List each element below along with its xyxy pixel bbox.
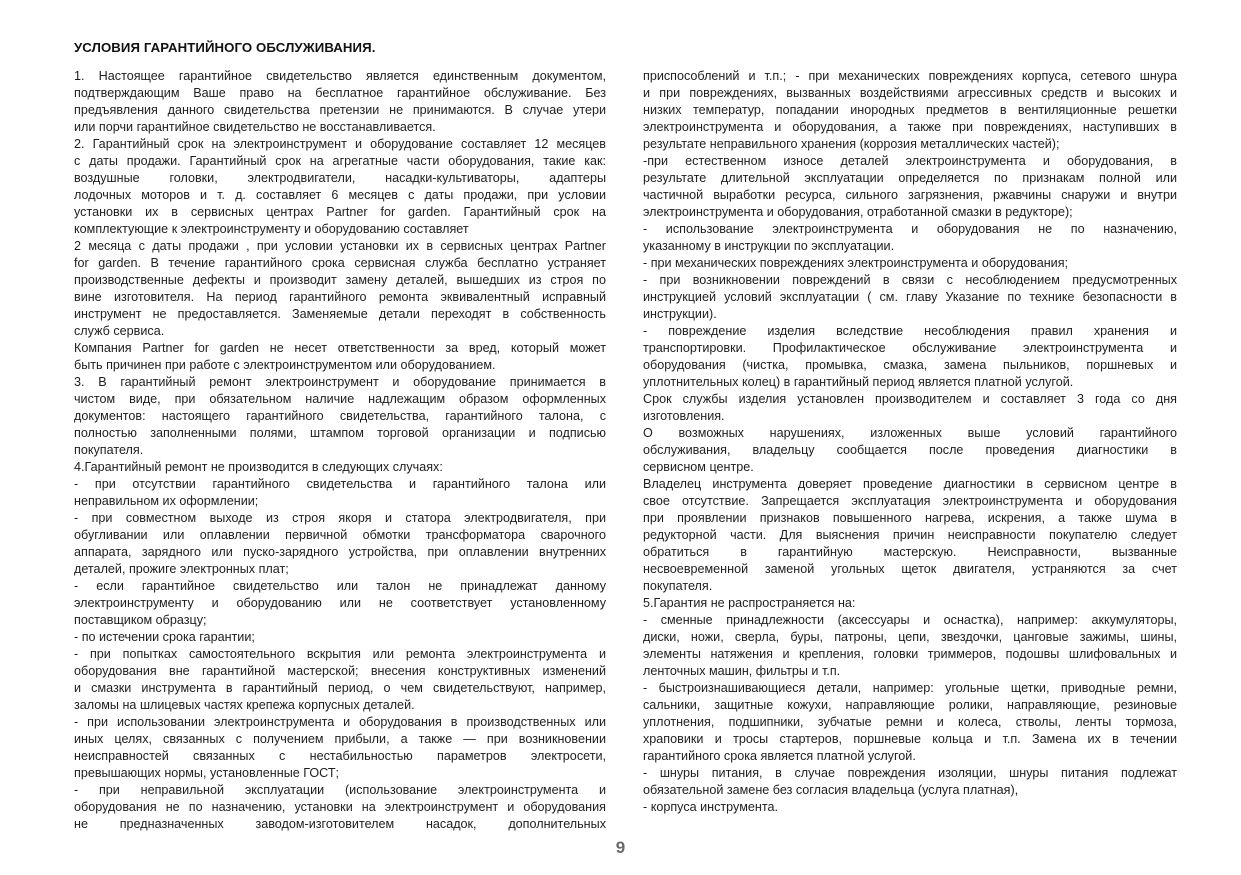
text-line: 3. В гарантийный ремонт электроинструмент и оборудование принимается в (74, 375, 606, 389)
text-line: оборудования не по назначению, установки на электроинструмент и оборудования (74, 800, 606, 814)
paragraph (74, 459, 606, 476)
text-line: Срок службы изделия установлен производителем и составляет 3 года со дня (643, 392, 1177, 406)
paragraph (74, 136, 606, 238)
text-line: 1. Настоящее гарантийное свидетельство является единственным документом, (74, 69, 606, 83)
text-line: транспортировки. Профилактическое обслуживание электроинструмента и (643, 341, 1177, 355)
text-line: указанному в инструкции по эксплуатации. (643, 239, 895, 253)
text-line: и смазки инструмента в гарантийный период, о чем свидетельствуют, например, (74, 681, 606, 695)
paragraph (643, 799, 1177, 816)
paragraph (74, 510, 606, 578)
text-line: 4.Гарантийный ремонт не производится в следующих случаях: (74, 460, 443, 474)
paragraph (643, 680, 1177, 765)
paragraph (643, 765, 1177, 799)
text-line: - при попытках самостоятельного вскрытия или ремонта электроинструмента и (74, 647, 606, 661)
text-line: Компания Partner for garden не несет ответственности за вред, который может (74, 341, 606, 355)
text-line: аппарата, зарядного или пуско-зарядного устройства, при оплавлении внутренних (74, 545, 606, 559)
text-line: -при естественном износе деталей электроинструмента и оборудования, в (643, 154, 1177, 168)
text-line: покупателя. (74, 443, 144, 457)
text-line: - корпуса инструмента. (643, 800, 778, 814)
text-line: электроинструмента и оборудования, отработанной смазки в редукторе); (643, 205, 1073, 219)
paragraph (643, 476, 1177, 595)
paragraph (643, 221, 1177, 255)
text-line: не предназначенных заводом-изготовителем насадок, дополнительных (74, 817, 606, 831)
text-line: инструкции). (643, 307, 717, 321)
text-line: обязательной замене без согласия владельца (услуга платная), (643, 783, 1019, 797)
text-line: сервисном центре. (643, 460, 754, 474)
text-line: документов: настоящего гарантийного свидетельства, гарантийного талона, с (74, 409, 606, 423)
text-line: - при возникновении повреждений в связи с несоблюдением предусмотренных (643, 273, 1177, 287)
text-line: иных целях, связанных с получением прибыли, а также — при возникновении (74, 732, 606, 746)
text-line: полностью заполненными полями, штампом торговой организации и подписью (74, 426, 606, 440)
text-line: при проявлении признаков повышенного нагрева, искрения, а также шума в (643, 511, 1177, 525)
text-line: обугливании или оплавлении первичной обмотки трансформатора сварочного (74, 528, 606, 542)
text-line: несвоевременной заменой угольных щеток двигателя, устраняются за счет (643, 562, 1177, 576)
paragraph (74, 238, 606, 340)
text-line: и при повреждениях, вызванных воздействиями агрессивных средств и высоких и (643, 86, 1177, 100)
text-line: 2 месяца с даты продажи , при условии установки их в сервисных центрах Partner (74, 239, 606, 253)
text-line: электроинструменту и оборудованию или не соответствует установленному (74, 596, 606, 610)
paragraph (643, 153, 1177, 221)
paragraph (643, 323, 1177, 391)
left-text-column (74, 68, 606, 833)
paragraph (643, 255, 1177, 272)
text-line: инструмент не предоставляется. Заменяемые детали переходят в собственность (74, 307, 606, 321)
text-line: оборудования (чистка, промывка, смазка, замена пыльников, поршневых и (643, 358, 1177, 372)
text-line: чистом виде, при обязательном наличие надлежащим образом оформленных (74, 392, 606, 406)
text-line: подтверждающим Ваше право на бесплатное гарантийное обслуживание. Без (74, 86, 606, 100)
paragraph (74, 340, 606, 374)
text-line: сальники, защитные кожухи, направляющие ролики, направляющие, резиновые (643, 698, 1177, 712)
text-line: гарантийного срока является платной услугой. (643, 749, 916, 763)
text-line: с даты продажи. Гарантийный срок на агрегатные части оборудования, такие как: (74, 154, 606, 168)
text-line: быть причинен при работе с электроинструментом или оборудованием. (74, 358, 496, 372)
paragraph (74, 68, 606, 136)
paragraph (74, 646, 606, 714)
paragraph (643, 391, 1177, 425)
text-line: 5.Гарантия не распространяется на: (643, 596, 856, 610)
right-text-column (643, 68, 1177, 816)
text-line: обратиться в гарантийную мастерскую. Неисправности, вызванные (643, 545, 1177, 559)
paragraph (643, 68, 1177, 153)
text-line: - быстроизнашивающиеся детали, например: угольные щетки, приводные ремни, (643, 681, 1177, 695)
text-line: неисправностей связанных с нестабильностью параметров электросети, (74, 749, 606, 763)
text-line: превышающих нормы, установленные ГОСТ; (74, 766, 340, 780)
text-line: - при неправильной эксплуатации (использование электроинструмента и (74, 783, 606, 797)
text-line: вине изготовителя. На период гарантийного ремонта эквивалентный исправный (74, 290, 606, 304)
text-line: - при отсутствии гарантийного свидетельства и гарантийного талона или (74, 477, 606, 491)
text-line: комплектующие к электроинструменту и оборудованию составляет (74, 222, 469, 236)
text-line: оборудования вне гарантийной мастерской; внесения конструктивных изменений (74, 664, 606, 678)
text-line: уплотнения, подшипники, зубчатые ремни и колеса, стволы, ленты тормоза, (643, 715, 1177, 729)
text-line: - при механических повреждениях электроинструмента и оборудования; (643, 256, 1069, 270)
text-line: лодочных моторов и т. д. составляет 6 месяцев с даты продажи, при условии (74, 188, 606, 202)
text-line: предъявления данного свидетельства претензии не принимаются. В случае утери (74, 103, 606, 117)
text-line: обслуживания, владельцу сообщается после проведения диагностики в (643, 443, 1177, 457)
page-title: УСЛОВИЯ ГАРАНТИЙНОГО ОБСЛУЖИВАНИЯ. (74, 40, 376, 55)
paragraph (74, 782, 606, 833)
text-line: - шнуры питания, в случае повреждения изоляции, шнуры питания подлежат (643, 766, 1177, 780)
text-line: установки их в сервисных центрах Partner for garden. Гарантийный срок на (74, 205, 606, 219)
text-line: воздушные головки, электродвигатели, насадки-культиваторы, адаптеры (74, 171, 606, 185)
text-line: инструкцией условий эксплуатации ( см. главу Указание по технике безопасности в (643, 290, 1177, 304)
text-line: свое отсутствие. Запрещается эксплуатация электроинструмента и оборудования (643, 494, 1177, 508)
text-line: ленточных машин, фильтры и т.п. (643, 664, 841, 678)
text-line: - сменные принадлежности (аксессуары и оснастка), например: аккумуляторы, (643, 613, 1177, 627)
paragraph (74, 476, 606, 510)
paragraph (74, 714, 606, 782)
text-line: покупателя. (643, 579, 713, 593)
text-line: диски, ножи, сверла, буры, патроны, цепи, звездочки, цанговые зажимы, шины, (643, 630, 1177, 644)
text-line: - при использовании электроинструмента и оборудования в производственных или (74, 715, 606, 729)
paragraph (643, 272, 1177, 323)
text-line: изготовления. (643, 409, 725, 423)
text-line: неправильном их оформлении; (74, 494, 259, 508)
text-line: поставщиком образцу; (74, 613, 207, 627)
text-line: частичной выработки ресурса, сильного загрязнения, ржавчины снаружи и внутри (643, 188, 1177, 202)
text-line: служб сервиса. (74, 324, 165, 338)
text-line: заломы на шлицевых частях крепежа корпусных деталей. (74, 698, 415, 712)
text-line: редукторной части. Для выяснения причин неисправности покупателю следует (643, 528, 1177, 542)
text-line: приспособлений и т.п.; - при механических повреждениях корпуса, сетевого шнура (643, 69, 1177, 83)
text-line: О возможных нарушениях, изложенных выше условий гарантийного (643, 426, 1177, 440)
paragraph (74, 629, 606, 646)
text-line: - если гарантийное свидетельство или талон не принадлежат данному (74, 579, 606, 593)
text-line: электроинструмента и оборудования, а также при повреждениях, наступивших в (643, 120, 1177, 134)
text-line: или порчи гарантийное свидетельство не восстанавливается. (74, 120, 436, 134)
page-number: 9 (615, 838, 626, 857)
paragraph (643, 612, 1177, 680)
text-line: 2. Гарантийный срок на электроинструмент и оборудование составляет 12 месяцев (74, 137, 606, 151)
text-line: - использование электроинструмента и оборудования не по назначению, (643, 222, 1177, 236)
paragraph (643, 425, 1177, 476)
text-line: уплотнительных колец) в гарантийный период является платной услугой. (643, 375, 1074, 389)
text-line: - повреждение изделия вследствие несоблюдения правил хранения и (643, 324, 1177, 338)
text-line: результате длительной эксплуатации определяется по признакам полной или (643, 171, 1177, 185)
text-line: деталей, прожиге электронных плат; (74, 562, 289, 576)
paragraph (643, 595, 1177, 612)
text-line: - при совместном выходе из строя якоря и статора электродвигателя, при (74, 511, 606, 525)
paragraph (74, 578, 606, 629)
text-line: храповики и тросы стартеров, поршневые кольца и т.п. Замена их в течении (643, 732, 1177, 746)
text-line: элементы натяжения и крепления, головки триммеров, подошвы шлифовальных и (643, 647, 1177, 661)
text-line: производственные дефекты и производит замену деталей, вышедших из строя по (74, 273, 606, 287)
text-line: - по истечении срока гарантии; (74, 630, 255, 644)
text-line: for garden. В течение гарантийного срока сервисная служба бесплатно устраняет (74, 256, 606, 270)
text-line: низких температур, попадании инородных предметов в вентиляционные решетки (643, 103, 1177, 117)
paragraph (74, 374, 606, 459)
text-line: результате неправильного хранения (коррозия металлических частей); (643, 137, 1060, 151)
text-line: Владелец инструмента доверяет проведение диагностики в сервисном центре в (643, 477, 1177, 491)
